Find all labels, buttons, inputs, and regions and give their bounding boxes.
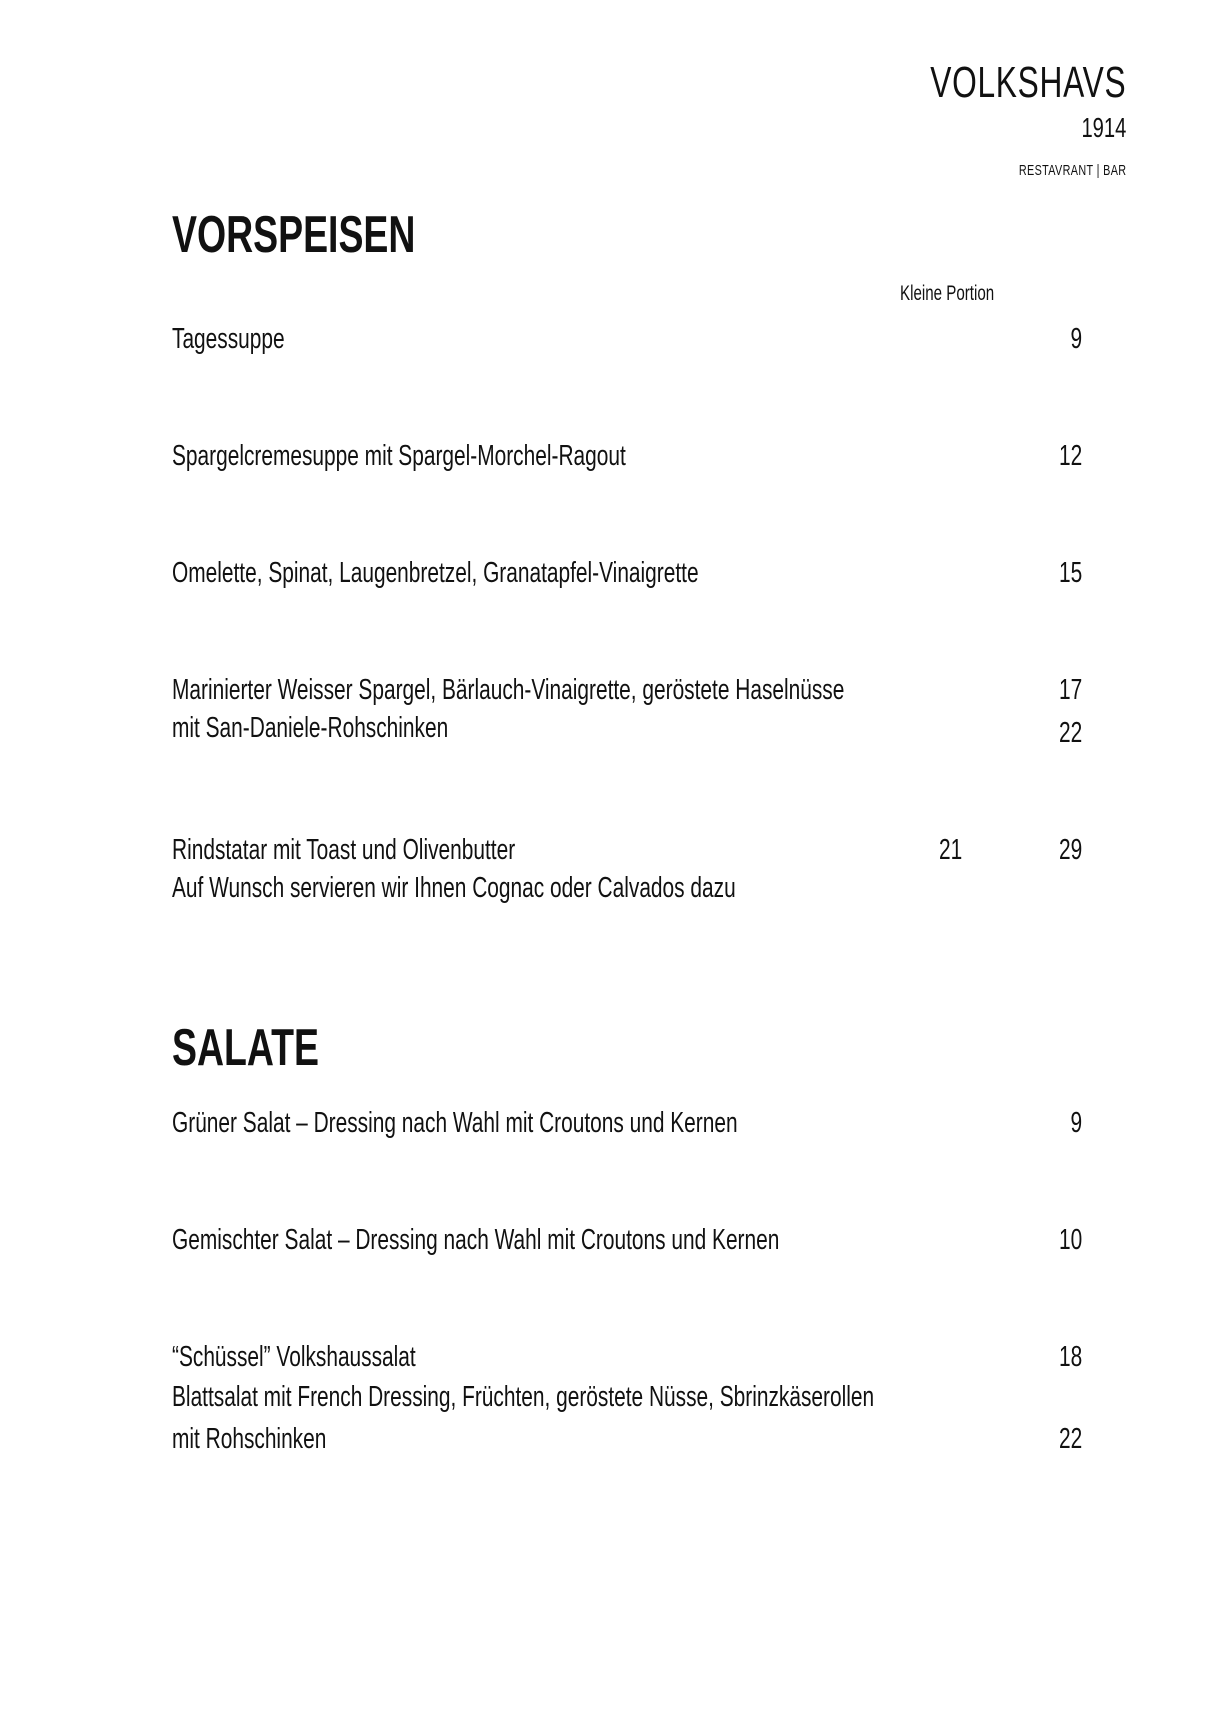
menu-item-price: 9 [1070,323,1082,355]
menu-item-name: Marinierter Weisser Spargel, Bärlauch-Vinaigrette, geröstete Haselnüsse [172,674,845,706]
menu-item-name: Tagessuppe [172,323,285,355]
logo-year: 1914 [1081,112,1126,143]
menu-item-name: Gemischter Salat – Dressing nach Wahl mit Croutons und Kernen [172,1224,780,1256]
menu-item-price: 12 [1058,440,1082,472]
menu-item-description: Auf Wunsch servieren wir Ihnen Cognac oder Calvados dazu [172,872,736,904]
logo-name: VOLKSHAVS [929,58,1126,107]
section-heading-vorspeisen: VORSPEISEN [172,206,416,264]
menu-item-price: 22 [1058,1423,1082,1455]
section-heading-salate: SALATE [172,1019,319,1077]
menu-item-description: mit San-Daniele-Rohschinken [172,712,449,744]
menu-item-price: 22 [1058,717,1082,749]
menu-item-small-price: 21 [938,834,962,866]
menu-item-name: Omelette, Spinat, Laugenbretzel, Granatapfel-Vinaigrette [172,557,699,589]
menu-item-name: Rindstatar mit Toast und Olivenbutter [172,834,516,866]
column-header-small-portion: Kleine Portion [900,282,995,305]
menu-item-price: 29 [1058,834,1082,866]
menu-item-name: “Schüssel” Volkshaussalat [172,1341,416,1373]
menu-item-price: 9 [1070,1107,1082,1139]
menu-item-price: 10 [1058,1224,1082,1256]
menu-item-price: 18 [1058,1341,1082,1373]
menu-item-price: 17 [1058,674,1082,706]
menu-item-description: mit Rohschinken [172,1423,327,1455]
menu-item-description: Blattsalat mit French Dressing, Früchten, geröstete Nüsse, Sbrinzkäserollen [172,1381,875,1413]
menu-item-name: Grüner Salat – Dressing nach Wahl mit Croutons und Kernen [172,1107,738,1139]
logo-tagline: RESTAVRANT | BAR [1018,162,1126,179]
menu-item-name: Spargelcremesuppe mit Spargel-Morchel-Ragout [172,440,626,472]
menu-item-price: 15 [1058,557,1082,589]
